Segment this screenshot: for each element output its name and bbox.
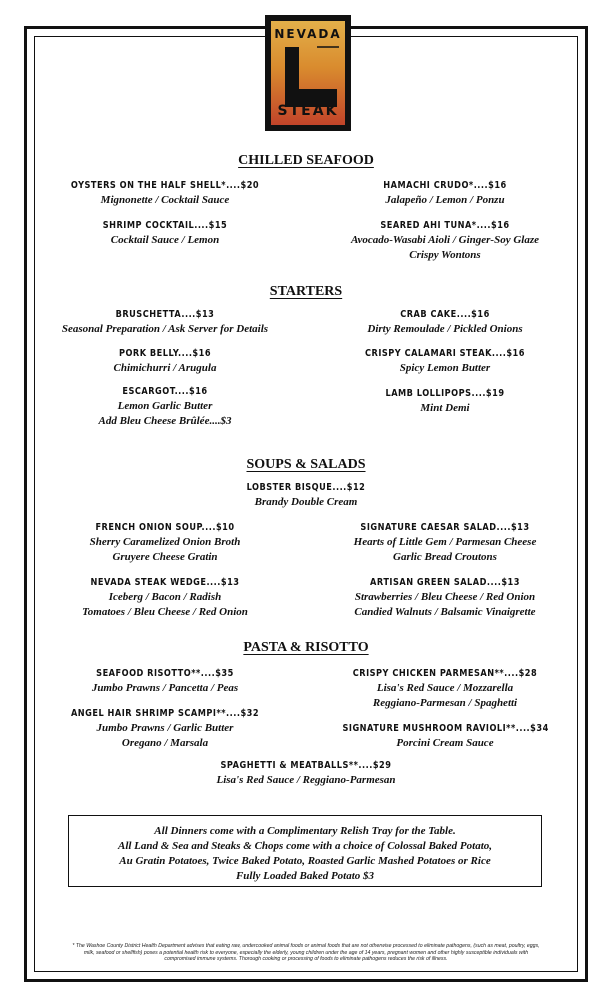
- item-desc: Oregano / Marsala: [121, 737, 209, 749]
- item-name: SEAFOOD RISOTTO**....$35: [96, 668, 234, 679]
- note-line: Au Gratin Potatoes, Twice Baked Potato, Roasted Garlic Mashed Potatoes or Rice: [119, 855, 491, 867]
- menu-item: [40, 346, 290, 376]
- note-line: All Land & Sea and Steaks & Chops come with a choice of Colossal Baked Potato,: [117, 840, 493, 852]
- section-title-soups-salads: SOUPS & SALADS: [246, 457, 366, 472]
- item-desc: Gruyere Cheese Gratin: [112, 551, 218, 563]
- menu-item: [320, 307, 570, 337]
- item-desc: Jumbo Prawns / Pancetta / Peas: [91, 682, 239, 694]
- menu-item: [320, 178, 570, 208]
- disclaimer-line: milk, seafood or shellfish) poses a potential health risk to everyone, especially the elderly, young children under the age of 14 years, pregnant women and other highly susceptible individuals with: [83, 949, 529, 956]
- item-desc: Crispy Wontons: [409, 249, 481, 261]
- item-desc: Brandy Double Cream: [254, 496, 358, 508]
- section-title-starters: STARTERS: [269, 284, 343, 299]
- item-name: NEVADA STEAK WEDGE....$13: [90, 577, 240, 588]
- item-name: SIGNATURE MUSHROOM RAVIOLI**....$34: [342, 723, 549, 734]
- menu-item: [320, 575, 570, 620]
- disclaimer-line: * The Washoe County District Health Department advises that eating raw, undercooked animal foods or animal foods that are not otherwise processed to eliminate pathogens, (such as meat, poultry, eggs,: [72, 943, 540, 949]
- item-desc: Mint Demi: [420, 402, 470, 414]
- item-name: SIGNATURE CAESAR SALAD....$13: [360, 522, 530, 533]
- section-title-chilled-seafood: CHILLED SEAFOOD: [238, 153, 374, 168]
- menu-item: [100, 758, 512, 788]
- item-desc: Mignonette / Cocktail Sauce: [100, 194, 230, 206]
- item-desc: Hearts of Little Gem / Parmesan Cheese: [353, 536, 537, 548]
- menu-item: [40, 520, 290, 565]
- item-desc: Candied Walnuts / Balsamic Vinaigrette: [354, 606, 536, 618]
- item-desc: Porcini Cream Sauce: [396, 737, 494, 749]
- menu-item: [320, 666, 570, 711]
- item-desc: Garlic Bread Croutons: [393, 551, 497, 563]
- item-name: HAMACHI CRUDO*....$16: [383, 180, 507, 191]
- item-name: ARTISAN GREEN SALAD....$13: [370, 577, 520, 588]
- logo-word-bottom: STEAK: [277, 103, 339, 119]
- item-name: SPAGHETTI & MEATBALLS**....$29: [220, 760, 392, 771]
- item-desc: Spicy Lemon Butter: [399, 362, 491, 374]
- item-desc: Lemon Garlic Butter: [117, 400, 213, 412]
- item-desc: Jumbo Prawns / Garlic Butter: [96, 722, 234, 734]
- health-disclaimer: [42, 943, 570, 963]
- item-desc: Add Bleu Cheese Brûlée....$3: [98, 415, 232, 427]
- menu-item: [320, 386, 570, 416]
- logo-word-top: NEVADA: [274, 27, 342, 41]
- dinner-inclusions-box: [68, 815, 542, 887]
- note-line: All Dinners come with a Complimentary Relish Tray for the Table.: [154, 825, 456, 837]
- menu-item: [320, 721, 570, 751]
- menu-item: [40, 666, 290, 696]
- item-desc: Seasonal Preparation / Ask Server for Details: [61, 323, 269, 335]
- note-line: Fully Loaded Baked Potato $3: [235, 870, 375, 882]
- item-name: PORK BELLY....$16: [118, 348, 212, 359]
- item-desc: Lisa's Red Sauce / Mozzarella: [376, 682, 514, 694]
- item-desc: Chimichurri / Arugula: [113, 362, 217, 374]
- item-name: BRUSCHETTA....$13: [115, 309, 215, 320]
- menu-item: [40, 706, 290, 751]
- item-name: SHRIMP COCKTAIL....$15: [102, 220, 228, 231]
- menu-item: [40, 575, 290, 620]
- item-desc: Strawberries / Bleu Cheese / Red Onion: [354, 591, 536, 603]
- menu-item: [40, 178, 290, 208]
- item-desc: Cocktail Sauce / Lemon: [110, 234, 220, 246]
- menu-item: [100, 480, 512, 510]
- logo-emblem-icon: [277, 43, 345, 111]
- item-desc: Dirty Remoulade / Pickled Onions: [367, 323, 523, 335]
- item-name: ANGEL HAIR SHRIMP SCAMPI**....$32: [70, 708, 260, 719]
- menu-item: [320, 346, 570, 376]
- item-desc: Lisa's Red Sauce / Reggiano-Parmesan: [216, 774, 396, 786]
- section-title-pasta-risotto: PASTA & RISOTTO: [243, 640, 369, 655]
- item-name: SEARED AHI TUNA*....$16: [380, 220, 510, 231]
- item-name: CRAB CAKE....$16: [400, 309, 490, 320]
- menu-item: [40, 218, 290, 248]
- item-name: FRENCH ONION SOUP....$10: [95, 522, 235, 533]
- item-desc: Jalapeño / Lemon / Ponzu: [385, 194, 505, 206]
- item-desc: Reggiano-Parmesan / Spaghetti: [372, 697, 518, 709]
- item-name: ESCARGOT....$16: [122, 386, 208, 397]
- item-name: OYSTERS ON THE HALF SHELL*....$20: [70, 180, 260, 191]
- item-name: CRISPY CHICKEN PARMESAN**....$28: [352, 668, 538, 679]
- item-name: LOBSTER BISQUE....$12: [246, 482, 366, 493]
- item-desc: Iceberg / Bacon / Radish: [108, 591, 222, 603]
- nevada-steak-logo: [265, 15, 351, 131]
- menu-item: [40, 384, 290, 429]
- menu-item: [320, 218, 570, 263]
- item-name: CRISPY CALAMARI STEAK....$16: [365, 348, 525, 359]
- menu-item: [40, 307, 290, 337]
- item-desc: Sherry Caramelized Onion Broth: [89, 536, 241, 548]
- item-desc: Tomatoes / Bleu Cheese / Red Onion: [82, 606, 248, 618]
- disclaimer-line: compromised immune systems. Thorough cooking or processing of foods to eliminate pathogens reduces the risk of illness.: [164, 956, 448, 962]
- menu-item: [320, 520, 570, 565]
- item-name: LAMB LOLLIPOPS....$19: [385, 388, 505, 399]
- item-desc: Avocado-Wasabi Aioli / Ginger-Soy Glaze: [350, 234, 539, 246]
